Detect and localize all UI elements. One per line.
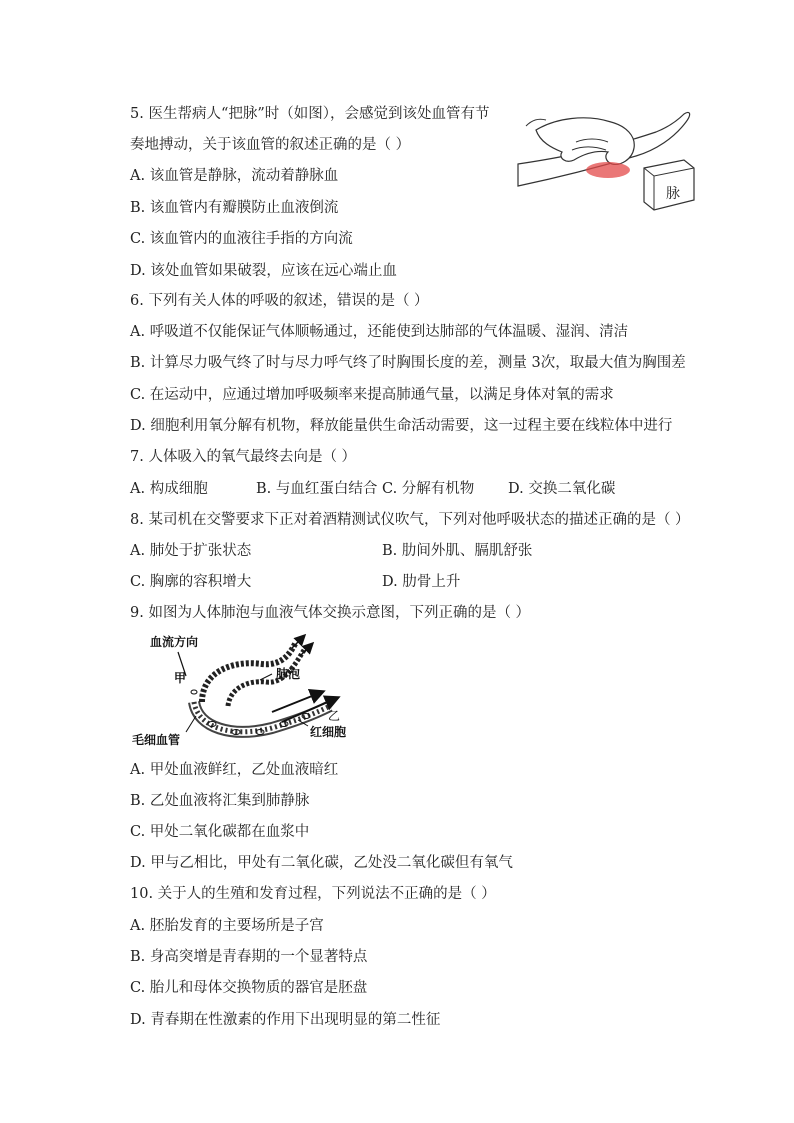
alveolus-label: 肺泡: [276, 667, 301, 681]
q9-stem: 9. 如图为人体肺泡与血液气体交换示意图，下列正确的是（ ）: [130, 605, 531, 621]
q8-option-b: B. 肋间外肌、膈肌舒张: [382, 543, 533, 559]
q8-option-c: C. 胸廓的容积增大: [130, 574, 252, 590]
q6-option-c: C. 在运动中，应通过增加呼吸频率来提高肺通气量，以满足身体对氧的需求: [130, 387, 614, 403]
q8-stem: 8. 某司机在交警要求下正对着酒精测试仪吹气，下列对他呼吸状态的描述正确的是（ ）: [130, 512, 690, 528]
q7-option-c: C. 分解有机物: [382, 481, 475, 497]
q5-option-b: B. 该血管内有瓣膜防止血液倒流: [130, 200, 339, 216]
q6-option-a: A. 呼吸道不仅能保证气体顺畅通过，还能使到达肺部的气体温暖、湿润、清洁: [130, 324, 629, 340]
jia-label: 甲: [174, 671, 187, 685]
q10-option-c: C. 胎儿和母体交换物质的器官是胚盘: [130, 980, 368, 996]
q7-option-d: D. 交换二氧化碳: [508, 481, 616, 497]
q7-option-a: A. 构成细胞: [130, 481, 208, 497]
q10-option-d: D. 青春期在性激素的作用下出现明显的第二性征: [130, 1012, 441, 1028]
q6-option-d: D. 细胞利用氧分解有机物，释放能量供生命活动需要，这一过程主要在线粒体中进行: [130, 418, 673, 434]
pulse-taking-illustration: [516, 108, 696, 218]
q10-option-b: B. 身高突增是青春期的一个显著特点: [130, 949, 368, 965]
pillow-label: 脉: [666, 186, 680, 202]
q10-stem: 10. 关于人的生殖和发育过程，下列说法不正确的是（ ）: [130, 886, 496, 902]
q5-option-a: A. 该血管是静脉，流动着静脉血: [130, 168, 339, 184]
yi-label: 乙: [328, 709, 341, 723]
q5-stem-line1: 5. 医生帮病人“把脉”时（如图），会感觉到该处血管有节: [130, 106, 490, 122]
q7-stem: 7. 人体吸入的氧气最终去向是（ ）: [130, 449, 357, 465]
flow-direction-label: 血流方向: [150, 635, 199, 649]
q9-option-b: B. 乙处血液将汇集到肺静脉: [130, 793, 310, 809]
q9-option-a: A. 甲处血液鲜红，乙处血液暗红: [130, 762, 339, 778]
q6-stem: 6. 下列有关人体的呼吸的叙述，错误的是（ ）: [130, 293, 429, 309]
q5-option-d: D. 该处血管如果破裂，应该在远心端止血: [130, 263, 397, 279]
alveolus-gas-exchange-diagram: [132, 632, 362, 752]
q8-option-d: D. 肋骨上升: [382, 574, 461, 590]
q5-stem-line2: 奏地搏动，关于该血管的叙述正确的是（ ）: [130, 137, 411, 153]
q6-option-b: B. 计算尽力吸气终了时与尽力呼气终了时胸围长度的差，测量 3次，取最大值为胸围差: [130, 355, 686, 371]
q5-option-c: C. 该血管内的血液往手指的方向流: [130, 231, 353, 247]
capillary-label: 毛细血管: [132, 733, 181, 747]
q8-option-a: A. 肺处于扩张状态: [130, 543, 252, 559]
q7-option-b: B. 与血红蛋白结合: [256, 481, 378, 497]
q9-option-c: C. 甲处二氧化碳都在血浆中: [130, 824, 310, 840]
red-blood-cell-label: 红细胞: [310, 725, 347, 739]
q9-option-d: D. 甲与乙相比，甲处有二氧化碳，乙处没二氧化碳但有氧气: [130, 855, 513, 871]
q10-option-a: A. 胚胎发育的主要场所是子宫: [130, 918, 324, 934]
